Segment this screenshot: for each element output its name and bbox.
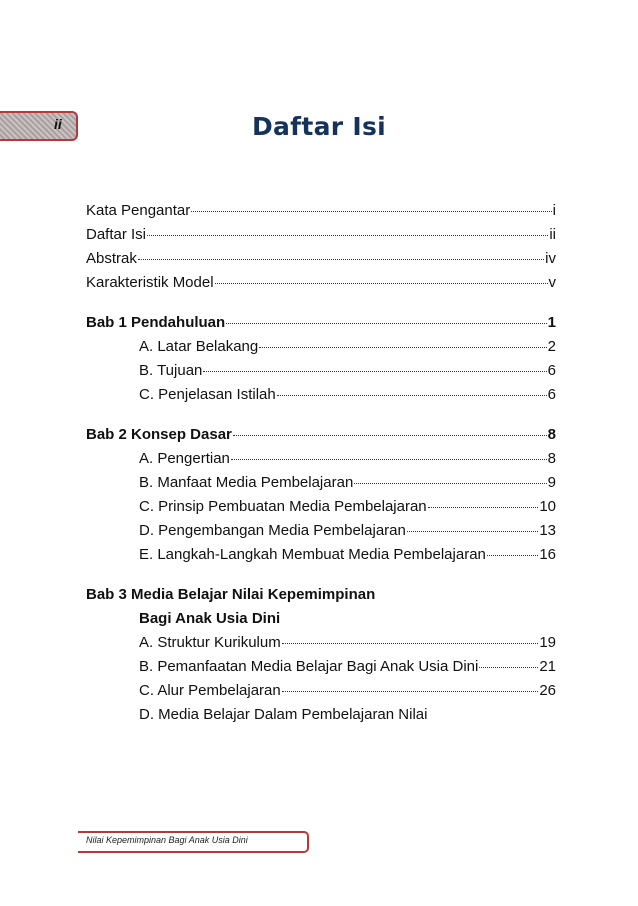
table-of-contents <box>86 199 556 727</box>
toc-leader <box>215 283 548 284</box>
toc-label: B. Pemanfaatan Media Belajar Bagi Anak Usia Dini <box>139 658 479 675</box>
toc-chapter-1[interactable] <box>86 311 556 335</box>
toc-leader <box>138 259 544 260</box>
toc-entry-langkah[interactable] <box>86 543 556 567</box>
toc-entry-pengembangan[interactable] <box>86 519 556 543</box>
toc-label: E. Langkah-Langkah Membuat Media Pembelajaran <box>139 546 486 563</box>
toc-entry-manfaat[interactable] <box>86 471 556 495</box>
spacer <box>86 407 556 423</box>
toc-page: 13 <box>539 522 556 539</box>
toc-label: Karakteristik Model <box>86 274 214 291</box>
toc-label: D. Pengembangan Media Pembelajaran <box>139 522 406 539</box>
toc-page: 26 <box>539 682 556 699</box>
toc-leader <box>282 691 539 692</box>
toc-label: A. Pengertian <box>139 450 230 467</box>
toc-page: 8 <box>547 450 556 467</box>
toc-leader <box>147 235 548 236</box>
toc-label: Kata Pengantar <box>86 202 191 219</box>
toc-page: 8 <box>547 426 556 443</box>
toc-leader <box>233 435 547 436</box>
toc-entry-abstrak[interactable] <box>86 247 556 271</box>
toc-page: 10 <box>539 498 556 515</box>
toc-leader <box>191 211 551 212</box>
toc-label: Daftar Isi <box>86 226 147 243</box>
toc-label: Abstrak <box>86 250 137 267</box>
toc-entry-pemanfaatan[interactable] <box>86 655 556 679</box>
toc-label: Bab 1 Pendahuluan <box>86 314 226 331</box>
toc-page: 21 <box>539 658 556 675</box>
spacer <box>86 567 556 583</box>
toc-entry-penjelasan-istilah[interactable] <box>86 383 556 407</box>
toc-page: 6 <box>547 362 556 379</box>
toc-leader <box>407 531 538 532</box>
toc-label: C. Penjelasan Istilah <box>139 386 276 403</box>
toc-label: Bab 2 Konsep Dasar <box>86 426 232 443</box>
toc-leader <box>203 371 546 372</box>
toc-entry-prinsip[interactable] <box>86 495 556 519</box>
spacer <box>86 295 556 311</box>
toc-page: iv <box>545 250 556 267</box>
toc-label: C. Prinsip Pembuatan Media Pembelajaran <box>139 498 427 515</box>
toc-page: 9 <box>547 474 556 491</box>
toc-label: B. Tujuan <box>139 362 203 379</box>
toc-leader <box>259 347 546 348</box>
toc-leader <box>231 459 547 460</box>
toc-label: C. Alur Pembelajaran <box>139 682 281 699</box>
toc-leader <box>282 643 539 644</box>
toc-leader <box>277 395 547 396</box>
footer-text: Nilai Kepemimpinan Bagi Anak Usia Dini <box>86 835 248 845</box>
toc-entry-struktur[interactable] <box>86 631 556 655</box>
toc-leader <box>479 667 538 668</box>
toc-label: A. Latar Belakang <box>139 338 259 355</box>
toc-leader <box>428 507 539 508</box>
toc-entry-daftar-isi[interactable] <box>86 223 556 247</box>
toc-page: 19 <box>539 634 556 651</box>
toc-entry-pengertian[interactable] <box>86 447 556 471</box>
toc-entry-tujuan[interactable] <box>86 359 556 383</box>
toc-page: ii <box>549 226 556 243</box>
toc-leader <box>487 555 538 556</box>
toc-entry-media-belajar[interactable]: D. Media Belajar Dalam Pembelajaran Nilai <box>139 706 428 723</box>
toc-entry-alur[interactable] <box>86 679 556 703</box>
toc-page: 2 <box>547 338 556 355</box>
page-title: Daftar Isi <box>251 112 387 141</box>
toc-entry-karakteristik-model[interactable] <box>86 271 556 295</box>
toc-entry-latar-belakang[interactable] <box>86 335 556 359</box>
toc-page: 16 <box>539 546 556 563</box>
toc-leader <box>354 483 546 484</box>
toc-label: A. Struktur Kurikulum <box>139 634 281 651</box>
toc-page: i <box>552 202 556 219</box>
toc-page: 1 <box>547 314 556 331</box>
toc-label: B. Manfaat Media Pembelajaran <box>139 474 354 491</box>
toc-chapter-3-subtitle: Bagi Anak Usia Dini <box>139 610 281 627</box>
toc-chapter-2[interactable] <box>86 423 556 447</box>
toc-leader <box>226 323 546 324</box>
toc-page: 6 <box>547 386 556 403</box>
toc-page: v <box>548 274 556 291</box>
toc-chapter-3[interactable]: Bab 3 Media Belajar Nilai Kepemimpinan <box>86 586 376 603</box>
page-number: ii <box>54 116 62 132</box>
toc-entry-kata-pengantar[interactable] <box>86 199 556 223</box>
